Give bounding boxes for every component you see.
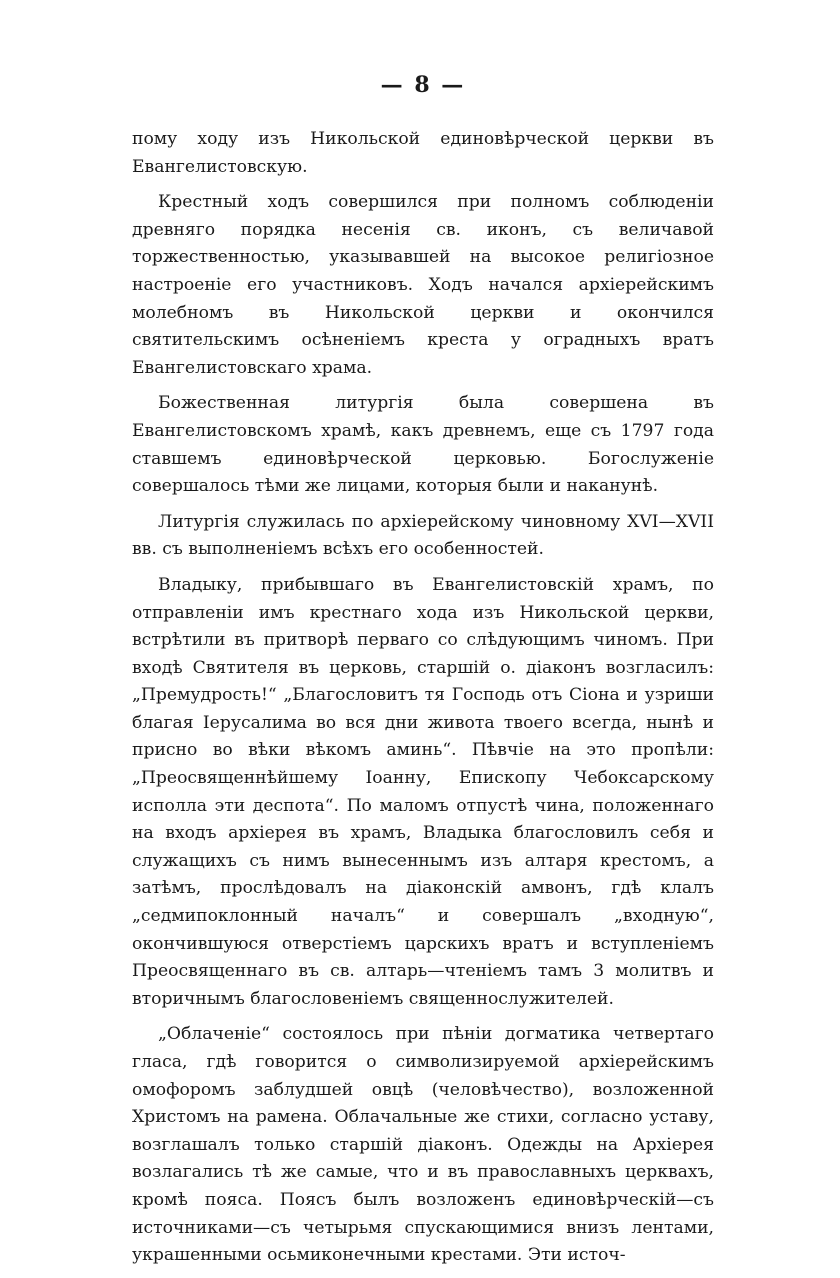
paragraph-continuation: пому ходу изъ Никольской единовѣрческой церкви въ Евангелистовскую.: [132, 129, 714, 177]
paragraph-vesting: „Облаченіе“ состоялось при пѣніи догматика четвертаго гласа, гдѣ говорится о символизируемой архіерейскимъ омофоромъ заблудшей овцѣ (человѣчество), возложенной Христомъ на рамена. Облачальные же стихи, согласно уставу, возглашалъ только старшій діаконъ. Одежды на Архіерея возлагались тѣ же самые, что и въ православныхъ церквахъ, кромѣ пояса. Поясъ былъ возложенъ единовѣрческій—съ источниками—съ четырьмя спускающимися внизъ лентами, украшенными осьмиконечными крестами. Эти источ-: [132, 1024, 714, 1266]
document-page: [132, 70, 714, 1278]
paragraph-order: Литургія служилась по архіерейскому чиновному XVI—XVII вв. съ выполненіемъ всѣхъ его особенностей.: [132, 511, 714, 560]
paragraph-procession: Крестный ходъ совершился при полномъ соблюденіи древняго порядка несенія св. иконъ, съ величавой торжественностью, указывавшей на высокое религіозное настроеніе его участниковъ. Ходъ начался архіерейскимъ молебномъ въ Никольской церкви и окончился святительскимъ осѣненіемъ креста у оградныхъ вратъ Евангелистовскаго храма.: [132, 192, 714, 378]
page-number: — 8 —: [380, 72, 466, 98]
paragraph-greeting: Владыку, прибывшаго въ Евангелистовскій храмъ, по отправленіи имъ крестнаго хода изъ Никольской церкви, встрѣтили въ притворѣ перваго со слѣдующимъ чиномъ. При входѣ Святителя въ церковь, старшій о. діаконъ возгласилъ: „Премудрость!“ „Благословитъ тя Господь отъ Сіона и узриши благая Іерусалима во вся дни живота твоего всегда, нынѣ и присно во вѣки вѣкомъ аминь“. Пѣвчіе на это пропѣли: „Преосвященнѣйшему Іоанну, Епископу Чебоксарскому исполла эти деспота“. По маломъ отпустѣ чина, положеннаго на входъ архіерея въ храмъ, Владыка благословилъ себя и служащихъ съ нимъ вынесеннымъ изъ алтаря крестомъ, а затѣмъ, прослѣдовалъ на діаконскій амвонъ, гдѣ клалъ „седмипоклонный началъ“ и совершалъ „входную“, окончившуюся отверстіемъ царскихъ вратъ и вступленіемъ Преосвященнаго въ св. алтарь—чтеніемъ тамъ 3 молитвъ и вторичнымъ благословеніемъ священнослужителей.: [132, 574, 714, 1009]
paragraph-liturgy: Божественная литургія была совершена въ Евангелистовскомъ храмѣ, какъ древнемъ, еще съ 1797 года ставшемъ единовѣрческой церковью. Богослуженіе совершалось тѣми же лицами, которыя были и наканунѣ.: [132, 393, 714, 497]
